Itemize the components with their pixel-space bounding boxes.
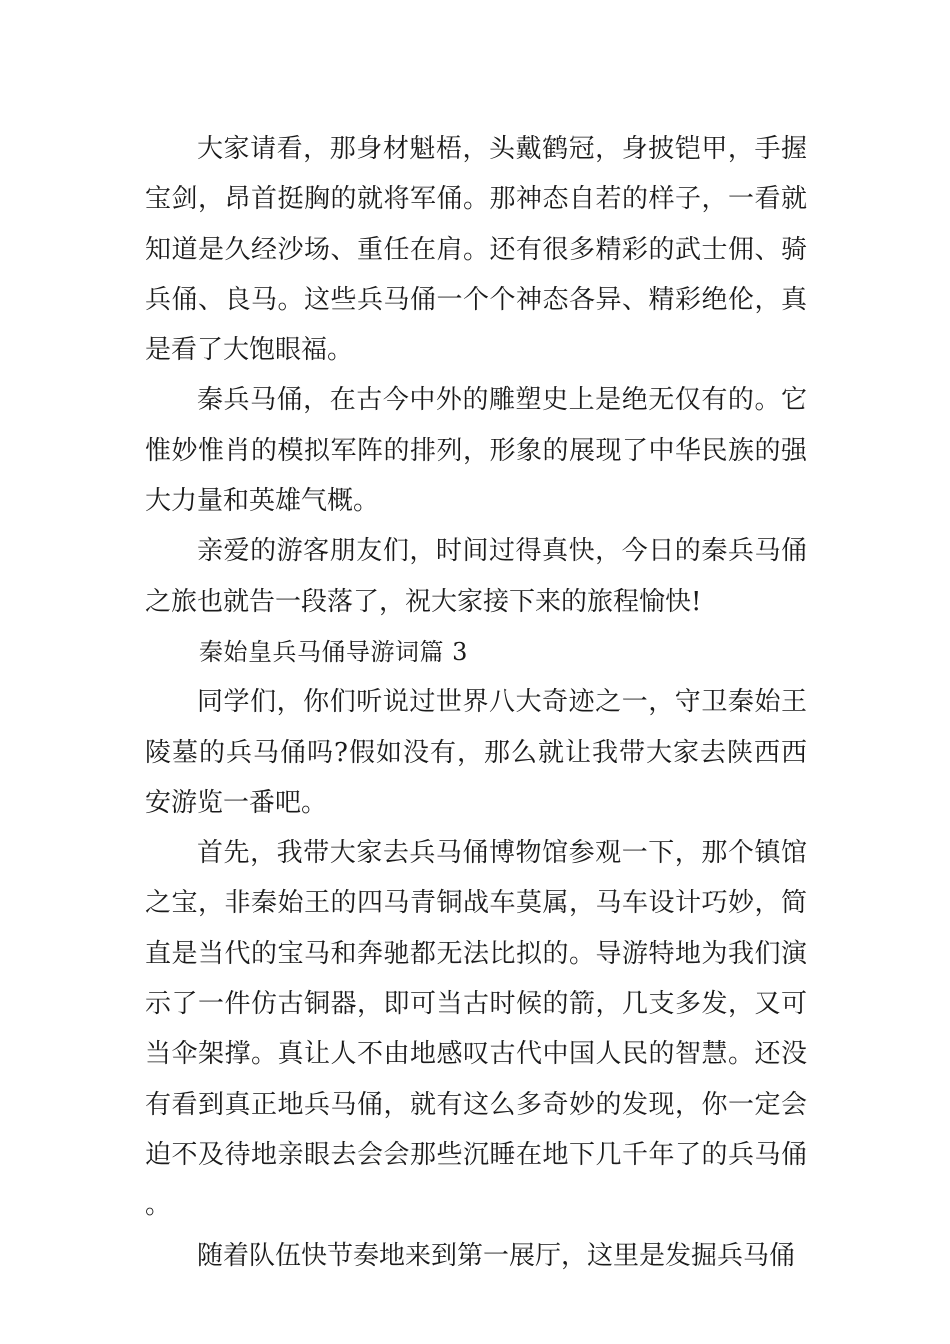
section-heading: 秦始皇兵马俑导游词篇 3 [199,637,468,666]
paragraph-first-hall: 随着队伍快节奏地来到第一展厅，这里是发掘兵马俑 [197,1240,796,1271]
paragraph-farewell: 亲爱的游客朋友们，时间过得真快，今日的秦兵马俑之旅也就告一段落了，祝大家接下来的旅程愉快! [145,536,807,617]
document-page [145,124,807,1281]
paragraph-museum-visit: 首先，我带大家去兵马俑博物馆参观一下，那个镇馆之宝，非秦始王的四马青铜战车莫属，马车设计巧妙，简直是当代的宝马和奔驰都无法比拟的。导游特地为我们演示了一件仿古铜器，即可当古时候的箭，几支多发，又可当伞架撑。真让人不由地感叹古代中国人民的智慧。还没有看到真正地兵马俑，就有这么多奇妙的发现，你一定会迫不及待地亲眼去会会那些沉睡在地下几千年了的兵马俑。 [145,838,807,1221]
paragraph-general-figures: 大家请看，那身材魁梧，头戴鹤冠，身披铠甲，手握宝剑，昂首挺胸的就将军俑。那神态自若的样子，一看就知道是久经沙场、重任在肩。还有很多精彩的武士佣、骑兵俑、良马。这些兵马俑一个个神态各异、精彩绝伦，真是看了大饱眼福。 [145,134,807,366]
paragraph-sculpture-history: 秦兵马俑，在古今中外的雕塑史上是绝无仅有的。它惟妙惟肖的模拟军阵的排列，形象的展现了中华民族的强大力量和英雄气概。 [145,385,807,517]
paragraph-intro: 同学们，你们听说过世界八大奇迹之一，守卫秦始王陵墓的兵马俑吗?假如没有，那么就让我带大家去陕西西安游览一番吧。 [145,687,807,818]
